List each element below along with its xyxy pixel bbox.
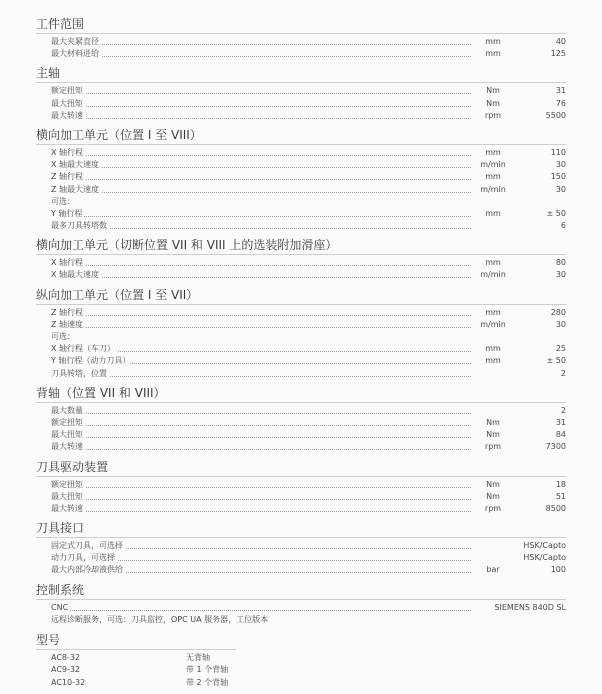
spec-label: 最多刀具转塔数 [51,220,109,232]
spec-value: 5500 [545,110,566,120]
spec-row [36,343,566,355]
spec-value: 51 [555,491,566,501]
spec-unit: Nm [486,417,500,427]
spec-label: Y 轴行程 [51,208,84,220]
spec-row [36,491,566,503]
spec-row [36,368,566,380]
spec-value: 280 [550,307,566,317]
leader-dots [51,327,471,328]
spec-row [36,552,566,564]
spec-row [36,405,566,417]
spec-label: 最大扭矩 [51,429,85,441]
spec-value: 30 [555,270,566,280]
spec-value: 7300 [545,442,566,452]
leader-dots [51,93,471,94]
spec-unit: m/min [480,270,506,280]
spec-unit: m/min [480,319,506,329]
spec-unit: Nm [486,98,500,108]
spec-unit: Nm [486,430,500,440]
section-divider [36,144,566,145]
spec-value: 100 [550,565,566,575]
spec-value: HSK/Capto [523,553,566,563]
leader-dots [51,376,471,377]
models-list [36,652,566,689]
spec-row [36,540,566,552]
spec-label: Z 轴最大速度 [51,184,101,196]
spec-unit: m/min [480,160,506,170]
model-row [36,677,566,689]
spec-value: 125 [550,49,566,59]
spec-unit: rpm [484,503,502,513]
spec-label: Z 轴行程 [51,307,85,319]
model-description: 带 2 个背轴 [186,677,229,687]
model-name: AC8-32 [51,653,81,662]
spec-value: 18 [555,479,566,489]
spec-row [36,159,566,171]
spec-unit: mm [485,37,501,46]
section-divider [36,82,566,83]
spec-unit: Nm [486,491,500,501]
leader-dots [51,106,471,107]
spec-row [36,220,566,232]
leader-dots [51,192,471,193]
spec-value: 76 [555,98,566,108]
spec-row [36,429,566,441]
section-workpiece [36,16,566,60]
section-divider [36,599,566,600]
spec-label: X 轴最大速度 [51,269,101,281]
spec-row [36,564,566,576]
spec-row [36,602,566,614]
spec-value: 80 [555,258,566,268]
spec-row [36,479,566,491]
spec-label: 额定扭矩 [51,85,85,97]
spec-label: 最大扭矩 [51,491,85,503]
spec-unit: mm [485,356,501,366]
section-title: 刀具接口 [36,521,85,536]
spec-row [36,269,566,281]
spec-unit: m/min [480,184,506,194]
section-spindle [36,65,566,122]
spec-row [36,147,566,159]
model-description: 无背轴 [186,653,210,662]
leader-dots [51,179,471,180]
spec-label: 额定扭矩 [51,417,85,429]
spec-label: 额定扭矩 [51,479,85,491]
spec-value: HSK/Capto [523,541,566,551]
leader-dots [51,610,471,611]
spec-label: X 轴行程 [51,147,85,159]
spec-row [36,196,566,208]
spec-label: 最大数量 [51,405,85,417]
spec-label: 最大转速 [51,110,85,122]
spec-label: X 轴最大速度 [51,159,101,171]
section-divider [36,537,566,538]
section-longitudinal-slide [36,287,566,380]
models-divider [36,649,236,650]
spec-row [36,614,566,626]
leader-dots [51,487,471,488]
leader-dots [51,155,471,156]
spec-label: X 轴行程 [51,257,85,269]
leader-dots [51,118,471,119]
section-title: 横向加工单元（切断位置 VII 和 VIII 上的选装附加滑座） [36,238,338,253]
section-divider [36,476,566,477]
spec-label: 刀具转塔，位置 [51,368,109,380]
section-divider [36,402,566,403]
spec-unit: mm [485,344,501,354]
leader-dots [51,511,471,512]
spec-unit: bar [486,565,500,575]
spec-row [36,208,566,220]
section-title: 主轴 [36,66,61,81]
spec-value: ± 50 [546,208,566,218]
spec-unit: mm [485,307,501,317]
spec-row [36,503,566,515]
section-divider [36,304,566,305]
leader-dots [51,277,471,278]
models-title: 型号 [36,633,61,647]
section-title: 工件范围 [36,17,85,31]
leader-dots [51,315,471,316]
spec-label: Y 轴行程（动力刀具） [51,355,132,367]
leader-dots [51,56,471,57]
spec-label: 远程诊断服务，可选：刀具监控，OPC UA 服务器，工位版本 [51,614,270,626]
leader-dots [51,265,471,266]
spec-label: 最大转速 [51,441,85,453]
spec-value: 30 [555,184,566,194]
spec-label: 可选： [51,196,77,208]
section-tool-interface [36,520,566,577]
spec-unit: mm [485,147,501,157]
spec-row [36,307,566,319]
spec-label: 可选： [51,331,77,343]
leader-dots [51,437,471,438]
models-section [36,632,566,689]
section-title: 背轴（位置 VII 和 VIII） [36,385,166,400]
spec-value: 2 [560,405,566,415]
section-divider [36,254,566,255]
leader-dots [51,228,471,229]
spec-label: 最大转速 [51,503,85,515]
leader-dots [51,413,471,414]
model-name: AC9-32 [51,665,81,675]
spec-value: 30 [555,160,566,170]
section-control [36,582,566,626]
spec-sections [36,16,566,626]
spec-row [36,184,566,196]
spec-unit: mm [485,172,501,182]
spec-sheet [36,16,566,694]
spec-row [36,48,566,60]
section-title: 刀具驱动装置 [36,459,109,474]
spec-label: 最大扭矩 [51,98,85,110]
spec-value: 31 [555,86,566,96]
spec-value: 8500 [545,503,566,513]
section-cross-slide-cutoff [36,237,566,281]
section-cross-slide [36,127,566,232]
spec-value: 31 [555,417,566,427]
spec-unit: rpm [484,442,502,452]
section-counter-spindle [36,385,566,454]
spec-value: 25 [555,344,566,354]
spec-value: 150 [550,172,566,182]
model-description: 带 1 个背轴 [186,665,229,675]
leader-dots [51,425,471,426]
section-title: 纵向加工单元（位置 I 至 VII） [36,287,199,302]
spec-unit: mm [485,208,501,218]
section-tool-drive [36,459,566,516]
spec-row [36,85,566,97]
spec-unit: Nm [486,479,500,489]
spec-unit: mm [485,49,501,59]
leader-dots [51,167,471,168]
spec-value: 6 [560,221,566,231]
spec-label: CNC [51,602,70,614]
spec-row [36,441,566,453]
spec-value: 110 [550,147,566,157]
spec-unit: mm [485,258,501,268]
leader-dots [51,216,471,217]
spec-value: 30 [555,319,566,329]
model-row [36,652,566,664]
spec-row [36,417,566,429]
spec-value: SIEMENS 840D SL [494,602,566,612]
spec-value: ± 50 [546,356,566,366]
spec-value: 40 [555,37,566,46]
spec-row [36,98,566,110]
spec-label: 最大材料进给 [51,48,101,60]
spec-row [36,319,566,331]
section-divider [36,33,566,34]
spec-label: 动力刀具，可选择 [51,552,117,564]
spec-row [36,331,566,343]
spec-label: X 轴行程（车刀） [51,343,117,355]
spec-unit: rpm [484,110,502,120]
leader-dots [51,449,471,450]
leader-dots [51,499,471,500]
spec-value: 2 [560,368,566,378]
spec-label: 最大夹紧直径 [51,36,101,48]
spec-row [36,36,566,48]
spec-label: Z 轴行程 [51,171,85,183]
spec-row [36,171,566,183]
model-row [36,664,566,676]
spec-row [36,110,566,122]
spec-unit: Nm [486,86,500,96]
model-name: AC10-32 [51,677,86,687]
spec-value: 84 [555,430,566,440]
spec-label: 最大内部冷却液供给 [51,564,125,576]
leader-dots [51,44,471,45]
spec-row [36,355,566,367]
spec-label: 固定式刀具，可选择 [51,540,125,552]
spec-row [36,257,566,269]
spec-label: Z 轴速度 [51,319,85,331]
section-title: 横向加工单元（位置 I 至 VIII） [36,127,202,142]
section-title: 控制系统 [36,582,85,597]
